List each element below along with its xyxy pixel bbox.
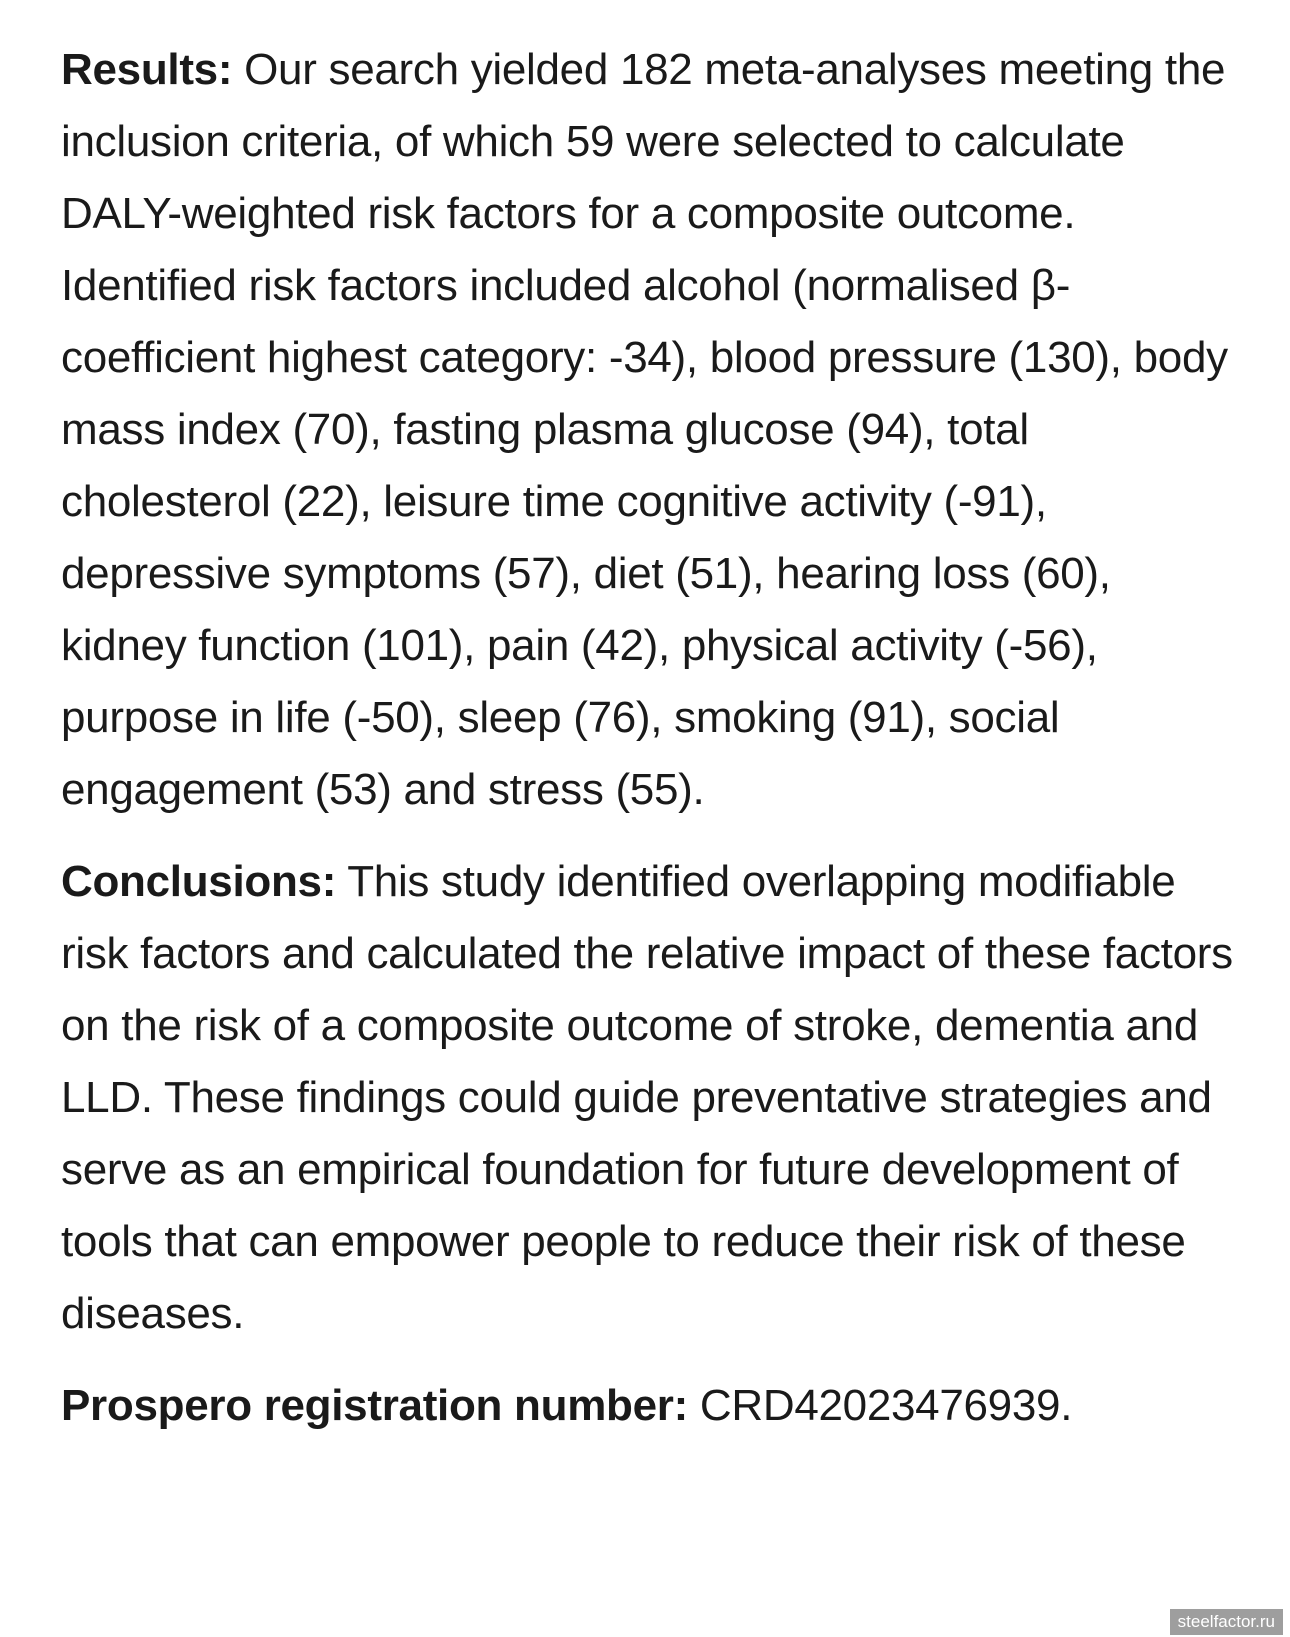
registration-paragraph [61, 1370, 1241, 1442]
registration-number: CRD42023476939. [687, 1381, 1073, 1430]
registration-label: Prospero registration number: [61, 1381, 688, 1430]
conclusions-text: This study identified overlapping modifiable risk factors and calculated the relative impact of these factors on the risk of a composite outcome of stroke, dementia and LLD. These findings could guide preventative strategies and serve as an empirical foundation for future development of tools that can empower people to reduce their risk of these diseases. [61, 857, 1233, 1338]
abstract-document [61, 34, 1241, 1442]
results-paragraph [61, 34, 1241, 826]
results-text: Our search yielded 182 meta-analyses meeting the inclusion criteria, of which 59 were selected to calculate DALY-weighted risk factors for a composite outcome. Identified risk factors included alcohol (normalised β-coefficient highest category: -34), blood pressure (130), body mass index (70), fasting plasma glucose (94), total cholesterol (22), leisure time cognitive activity (-91), depressive symptoms (57), diet (51), hearing loss (60), kidney function (101), pain (42), physical activity (-56), purpose in life (-50), sleep (76), smoking (91), social engagement (53) and stress (55). [61, 45, 1228, 814]
conclusions-label: Conclusions: [61, 857, 337, 906]
watermark: steelfactor.ru [1170, 1609, 1283, 1635]
conclusions-paragraph [61, 846, 1241, 1350]
results-label: Results: [61, 45, 233, 94]
